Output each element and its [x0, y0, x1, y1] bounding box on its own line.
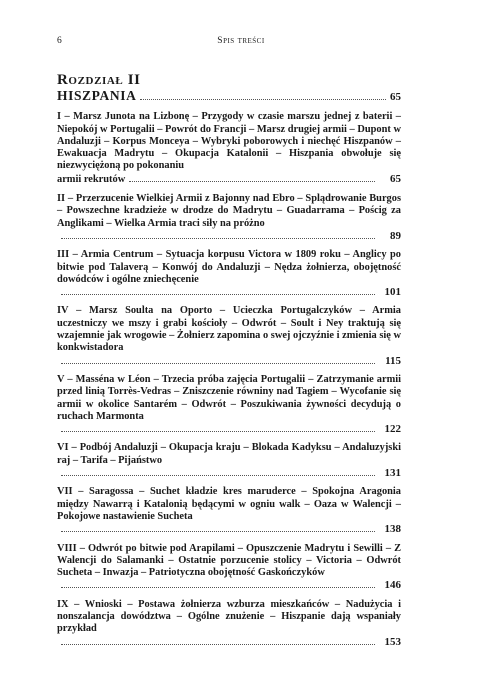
- toc-entry-last-line: [57, 355, 401, 367]
- dot-leader: [61, 475, 375, 476]
- dot-leader: [129, 181, 375, 182]
- chapter-page: 65: [390, 91, 401, 103]
- toc-entry-text: I – Marsz Junota na Lizbonę – Przygody w czasie marszu jednej z baterii – Niepokój w Portugalii – Powrót do Francji – Marsz drugiej armii – Dupont w Andaluzji – Korpus Monceya – Wybryki poborowych i niechęć Hiszpanów – Ewakuacja Madrytu – Okupacja Katalonii – Hiszpania obwołuje się niezwyciężoną po pokonaniu: [57, 111, 401, 172]
- toc-entry: [57, 543, 401, 592]
- dot-leader: [61, 431, 375, 432]
- dot-leader: [61, 363, 375, 364]
- toc-entry-last-line: [57, 636, 401, 648]
- toc-entry-page: 146: [384, 579, 401, 592]
- dot-leader: [61, 238, 375, 239]
- toc-entry: [57, 249, 401, 298]
- toc-entry-last-line: [57, 286, 401, 298]
- toc-entry-page: 89: [390, 229, 401, 242]
- toc-entry-text-end: armii rekrutów: [57, 173, 126, 185]
- dot-leader: [140, 99, 386, 100]
- toc-entry-page: 115: [385, 354, 401, 367]
- toc-entry-page: 122: [384, 423, 401, 436]
- toc-entry-page: 131: [384, 467, 401, 480]
- dot-leader: [61, 294, 375, 295]
- toc-entry-page: 138: [384, 523, 401, 536]
- dot-leader: [61, 644, 375, 645]
- toc-entry: [57, 305, 401, 366]
- toc-entry-last-line: [57, 523, 401, 535]
- toc-entry-last-line: [57, 423, 401, 435]
- toc-entry-last-line: [57, 579, 401, 591]
- chapter-title: HISZPANIA: [57, 88, 137, 103]
- toc-entry: [57, 442, 401, 479]
- toc-entry-text: VI – Podbój Andaluzji – Okupacja kraju – Blokada Kadyksu – Andaluzyjski raj – Tarifa – Pijaństwo: [57, 442, 401, 466]
- dot-leader: [61, 587, 375, 588]
- toc-entry: [57, 374, 401, 435]
- toc-entry-text: VII – Saragossa – Suchet kładzie kres maruderce – Spokojna Aragonia między Nawarrą i Katalonią będącymi w ogniu walk – Oaza w Walencji – Pokojowe nastawienie Sucheta: [57, 486, 401, 522]
- page-number: 6: [57, 36, 63, 46]
- toc-entry-last-line: [57, 467, 401, 479]
- toc-entry-text: II – Przerzucenie Wielkiej Armii z Bajonny nad Ebro – Splądrowanie Burgos – Powszechne kradzieże w drodze do Madrytu – Guadarrama – Pościg za Anglikami – Wielka Armia traci siły na próżno: [57, 193, 401, 229]
- toc-entry-page: 101: [384, 286, 401, 299]
- toc-entry: [57, 111, 401, 186]
- toc-entry-text: V – Masséna w Léon – Trzecia próba zajęcia Portugalii – Zatrzymanie armii przed linią Torrès-Vedras – Zniszczenie równiny nad Tagiem – Wycofanie się armii w okolice Santarém – Odwrót – Poszukiwania żywności decydują o ruchach Marmonta: [57, 373, 401, 422]
- toc-entry-text: VIII – Odwrót po bitwie pod Arapilami – Opuszczenie Madrytu i Sewilli – Z Walencji do Salamanki – Ostatnie porzucenie stolicy – Victoria – Odwrót Sucheta – Inwazja – Patriotyczna obojętność Gaskończyków: [57, 542, 401, 579]
- toc-entry: [57, 193, 401, 242]
- toc-entry: [57, 599, 401, 648]
- dot-leader: [61, 531, 375, 532]
- toc-entry-text: IV – Marsz Soulta na Oporto – Ucieczka Portugalczyków – Armia uczestniczy we mszy i grabi kościoły – Odwrót – Soult i Ney traktują się wzajemnie jak wrogowie – Żołnierz zapomina o swej ojczyźnie i zmienia się w konkwistadora: [57, 305, 401, 354]
- running-title: Spis treści: [217, 36, 265, 46]
- chapter-title-row: [57, 88, 401, 103]
- toc-entry: [57, 486, 401, 535]
- toc-entry-text: IX – Wnioski – Postawa żołnierza wzburza mieszkańców – Nadużycia i nonszalancja dowództwa – Ogólne znużenie – Hiszpanie dają wspaniały przykład: [57, 598, 401, 635]
- toc-entries: [57, 111, 401, 648]
- toc-entry-text: III – Armia Centrum – Sytuacja korpusu Victora w 1809 roku – Anglicy po bitwie pod Talaverą – Konwój do Andaluzji – Nędza żołnierza, obojętność dowódców i ogólne zniechęcenie: [57, 249, 401, 285]
- toc-entry-page: 153: [384, 635, 401, 648]
- toc-entry-last-line: [57, 230, 401, 242]
- toc-entry-page: 65: [390, 172, 401, 185]
- toc-entry-last-line: [57, 173, 401, 186]
- table-of-contents: [57, 72, 401, 655]
- chapter-label: Rozdział II: [57, 72, 141, 88]
